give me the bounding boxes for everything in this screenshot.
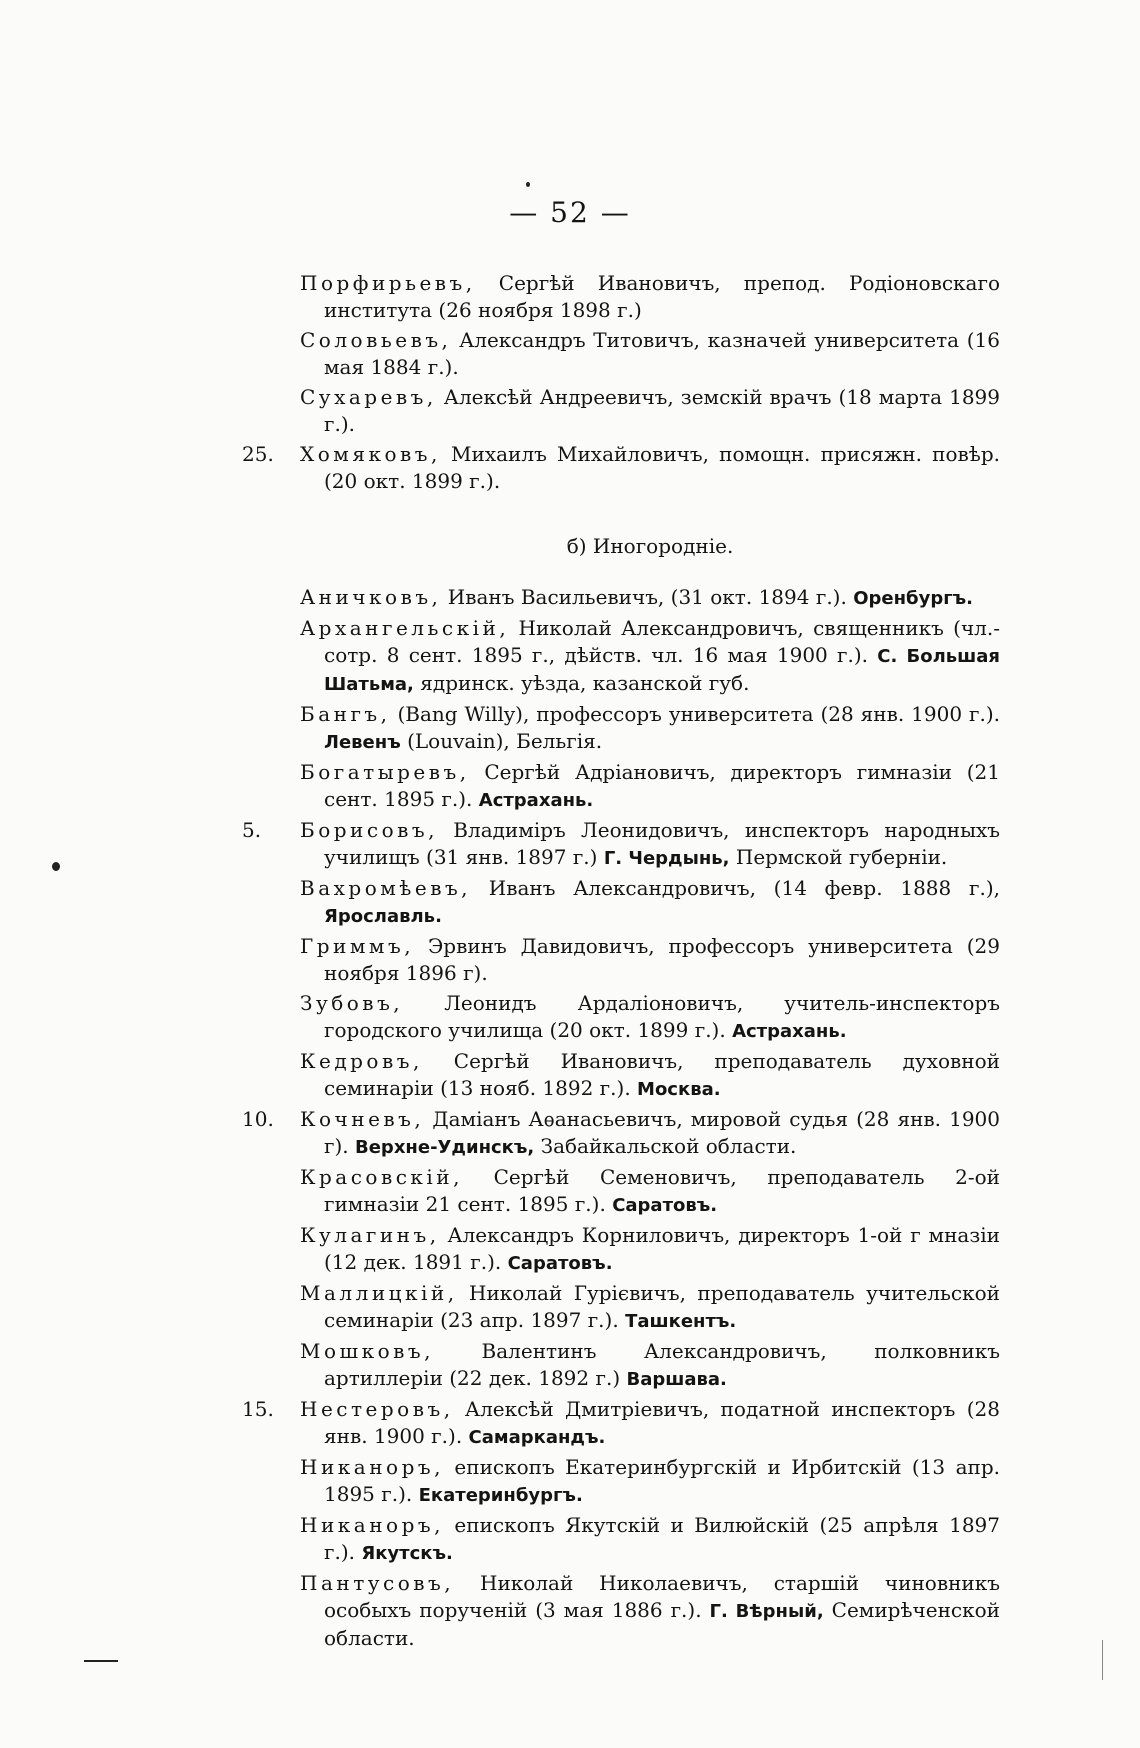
entry-place: Астрахань. (732, 1021, 847, 1042)
entry-surname: Вахромѣевъ, (300, 876, 472, 900)
list-item (300, 933, 1000, 987)
entry-surname: Аничковъ, (300, 585, 442, 609)
list-item (300, 1512, 1000, 1567)
entry-text: Сергѣй Ивановичъ, препод. Родіоновскаго института (26 ноября 1898 г.) (324, 271, 1000, 322)
entry-place: Ташкентъ. (625, 1311, 737, 1332)
scan-mark (84, 1660, 118, 1662)
list-item (300, 1048, 1000, 1103)
list-item (242, 1396, 1000, 1451)
list-item (300, 1280, 1000, 1335)
entry-tail: Пермской губерніи. (729, 845, 948, 869)
entry-text: Алексѣй Дмитріевичъ, податной инспекторъ (28 янв. 1900 г.). (324, 1397, 1000, 1448)
entry-surname: Архангельскій, (300, 616, 510, 640)
entry-tail: ядринск. уѣзда, казанской губ. (413, 671, 750, 695)
entry-text: Даміанъ Аѳанасьевичъ, мировой судья (28 янв. 1900 г). (324, 1107, 1000, 1158)
entry-surname: Мошковъ, (300, 1339, 434, 1363)
entry-tail: (Louvain), Бельгія. (400, 729, 603, 753)
list-item (300, 875, 1000, 930)
entry-text: Михаилъ Михайловичъ, помощн. присяжн. повѣр. (20 окт. 1899 г.). (324, 442, 1000, 493)
entry-text: Николай Николаевичъ, старшій чиновникъ особыхъ порученій (3 мая 1886 г.). (324, 1571, 1000, 1622)
entry-number: 15. (242, 1397, 274, 1421)
list-item (300, 1164, 1000, 1219)
entry-place: Верхне-Удинскъ, (355, 1137, 535, 1158)
entry-text: Александръ Титовичъ, казначей университета (16 мая 1884 г.). (324, 328, 1000, 379)
entry-text: Александръ Корниловичъ, директоръ 1-ой г мназіи (12 дек. 1891 г.). (324, 1223, 1000, 1274)
entry-surname: Соловьевъ, (300, 328, 452, 352)
entry-place: Саратовъ. (507, 1253, 613, 1274)
entry-place: Г. Чердынь, (603, 848, 730, 869)
entry-place: Ярославль. (324, 906, 442, 927)
entry-place: Москва. (637, 1079, 721, 1100)
entry-surname: Никаноръ, (300, 1513, 444, 1537)
section-heading: б) Иногородніе. (566, 534, 734, 558)
entry-tail: Семирѣченской области. (324, 1598, 1000, 1650)
list-item (242, 817, 1000, 872)
entry-surname: Порфирьевъ, (300, 271, 476, 295)
entry-place: Левенъ (324, 732, 401, 753)
entry-text: Эрвинъ Давидовичъ, профессоръ университета (29 ноября 1896 г). (324, 934, 1000, 985)
list-item (300, 584, 1000, 612)
entry-number: 5. (242, 818, 262, 842)
entry-surname: Нестеровъ, (300, 1397, 454, 1421)
list-item (300, 701, 1000, 756)
entry-place: Оренбургъ. (853, 588, 973, 609)
list-item (300, 990, 1000, 1045)
list-item (300, 270, 1000, 324)
entry-place: Варшава. (626, 1369, 727, 1390)
entry-text: Сергѣй Семеновичъ, преподаватель 2-ой гимназіи 21 сент. 1895 г.). (324, 1165, 1000, 1216)
nonresident-members-list (242, 584, 1000, 1652)
entry-number: 25. (242, 442, 274, 466)
entry-text: Иванъ Александровичъ, (14 февр. 1888 г.), (471, 876, 1000, 900)
list-item (300, 1338, 1000, 1393)
list-item (300, 759, 1000, 814)
list-item (300, 327, 1000, 381)
entry-surname: Кочневъ, (300, 1107, 425, 1131)
entry-text: епископъ Екатеринбургскій и Ирбитскій (13 апр. 1895 г.). (324, 1455, 1000, 1506)
entry-text: Николай Александровичъ, священникъ (чл.-сотр. 8 сент. 1895 г., дѣйств. чл. 16 мая 1900 г.). (324, 616, 1000, 667)
entry-surname: Никаноръ, (300, 1455, 444, 1479)
entry-surname: Бангъ, (300, 702, 391, 726)
entry-text: Иванъ Васильевичъ, (31 окт. 1894 г.). (441, 585, 854, 609)
list-item (300, 1222, 1000, 1277)
list-item (300, 1570, 1000, 1652)
entry-text: Валентинъ Александровичъ, полковникъ артиллеріи (22 дек. 1892 г.) (324, 1339, 1000, 1390)
scan-speck (526, 182, 530, 187)
entry-place: Якутскъ. (361, 1543, 453, 1564)
entry-text: Сергѣй Ивановичъ, преподаватель духовной семинаріи (13 нояб. 1892 г.). (324, 1049, 1000, 1100)
entry-surname: Гриммъ, (300, 934, 415, 958)
entry-surname: Красовскій, (300, 1165, 463, 1189)
entry-surname: Богатыревъ, (300, 760, 470, 784)
list-item (300, 1454, 1000, 1509)
entry-text: (Bang Willy), профессоръ университета (28 янв. 1900 г.). (390, 702, 1000, 726)
list-item (300, 384, 1000, 438)
entry-place: С. Большая Шатьма, (324, 646, 1000, 695)
list-item (242, 1106, 1000, 1161)
entry-surname: Кулагинъ, (300, 1223, 440, 1247)
entry-place: Астрахань. (478, 790, 594, 811)
list-item (300, 615, 1000, 698)
entry-surname: Кедровъ, (300, 1049, 423, 1073)
entry-surname: Зубовъ, (300, 991, 404, 1015)
scan-speck (52, 862, 60, 871)
scan-mark (1102, 1640, 1103, 1680)
entry-text: Сергѣй Адріановичъ, директоръ гимназіи (21 сент. 1895 г.). (324, 760, 1000, 811)
entry-list (242, 270, 1000, 1655)
list-item (242, 441, 1000, 495)
entry-place: Г. Вѣрный, (709, 1601, 824, 1622)
entry-surname: Пантусовъ, (300, 1571, 455, 1595)
entry-text: епископъ Якутскій и Вилюйскій (25 апрѣля 1897 г.). (324, 1513, 1000, 1564)
entry-place: Саратовъ. (612, 1195, 718, 1216)
entry-surname: Сухаревъ, (300, 385, 437, 409)
local-members-list (242, 270, 1000, 495)
entry-surname: Хомяковъ, (300, 442, 441, 466)
entry-text: Леонидъ Ардаліоновичъ, учитель-инспекторъ городского училища (20 окт. 1899 г.). (324, 991, 1000, 1042)
page-number: — 52 — (509, 196, 631, 229)
entry-surname: Маллицкій, (300, 1281, 458, 1305)
entry-text: Николай Гурієвичъ, преподаватель учительской семинаріи (23 апр. 1897 г.). (324, 1281, 1000, 1332)
entry-number: 10. (242, 1107, 274, 1131)
entry-tail: Забайкальской области. (534, 1134, 797, 1158)
entry-text: Алексѣй Андреевичъ, земскій врачъ (18 марта 1899 г.). (324, 385, 1000, 436)
entry-place: Самаркандъ. (468, 1427, 606, 1448)
entry-place: Екатеринбургъ. (418, 1485, 583, 1506)
entry-text: Владиміръ Леонидовичъ, инспекторъ народныхъ училищъ (31 янв. 1897 г.) (324, 818, 1000, 869)
entry-surname: Борисовъ, (300, 818, 438, 842)
